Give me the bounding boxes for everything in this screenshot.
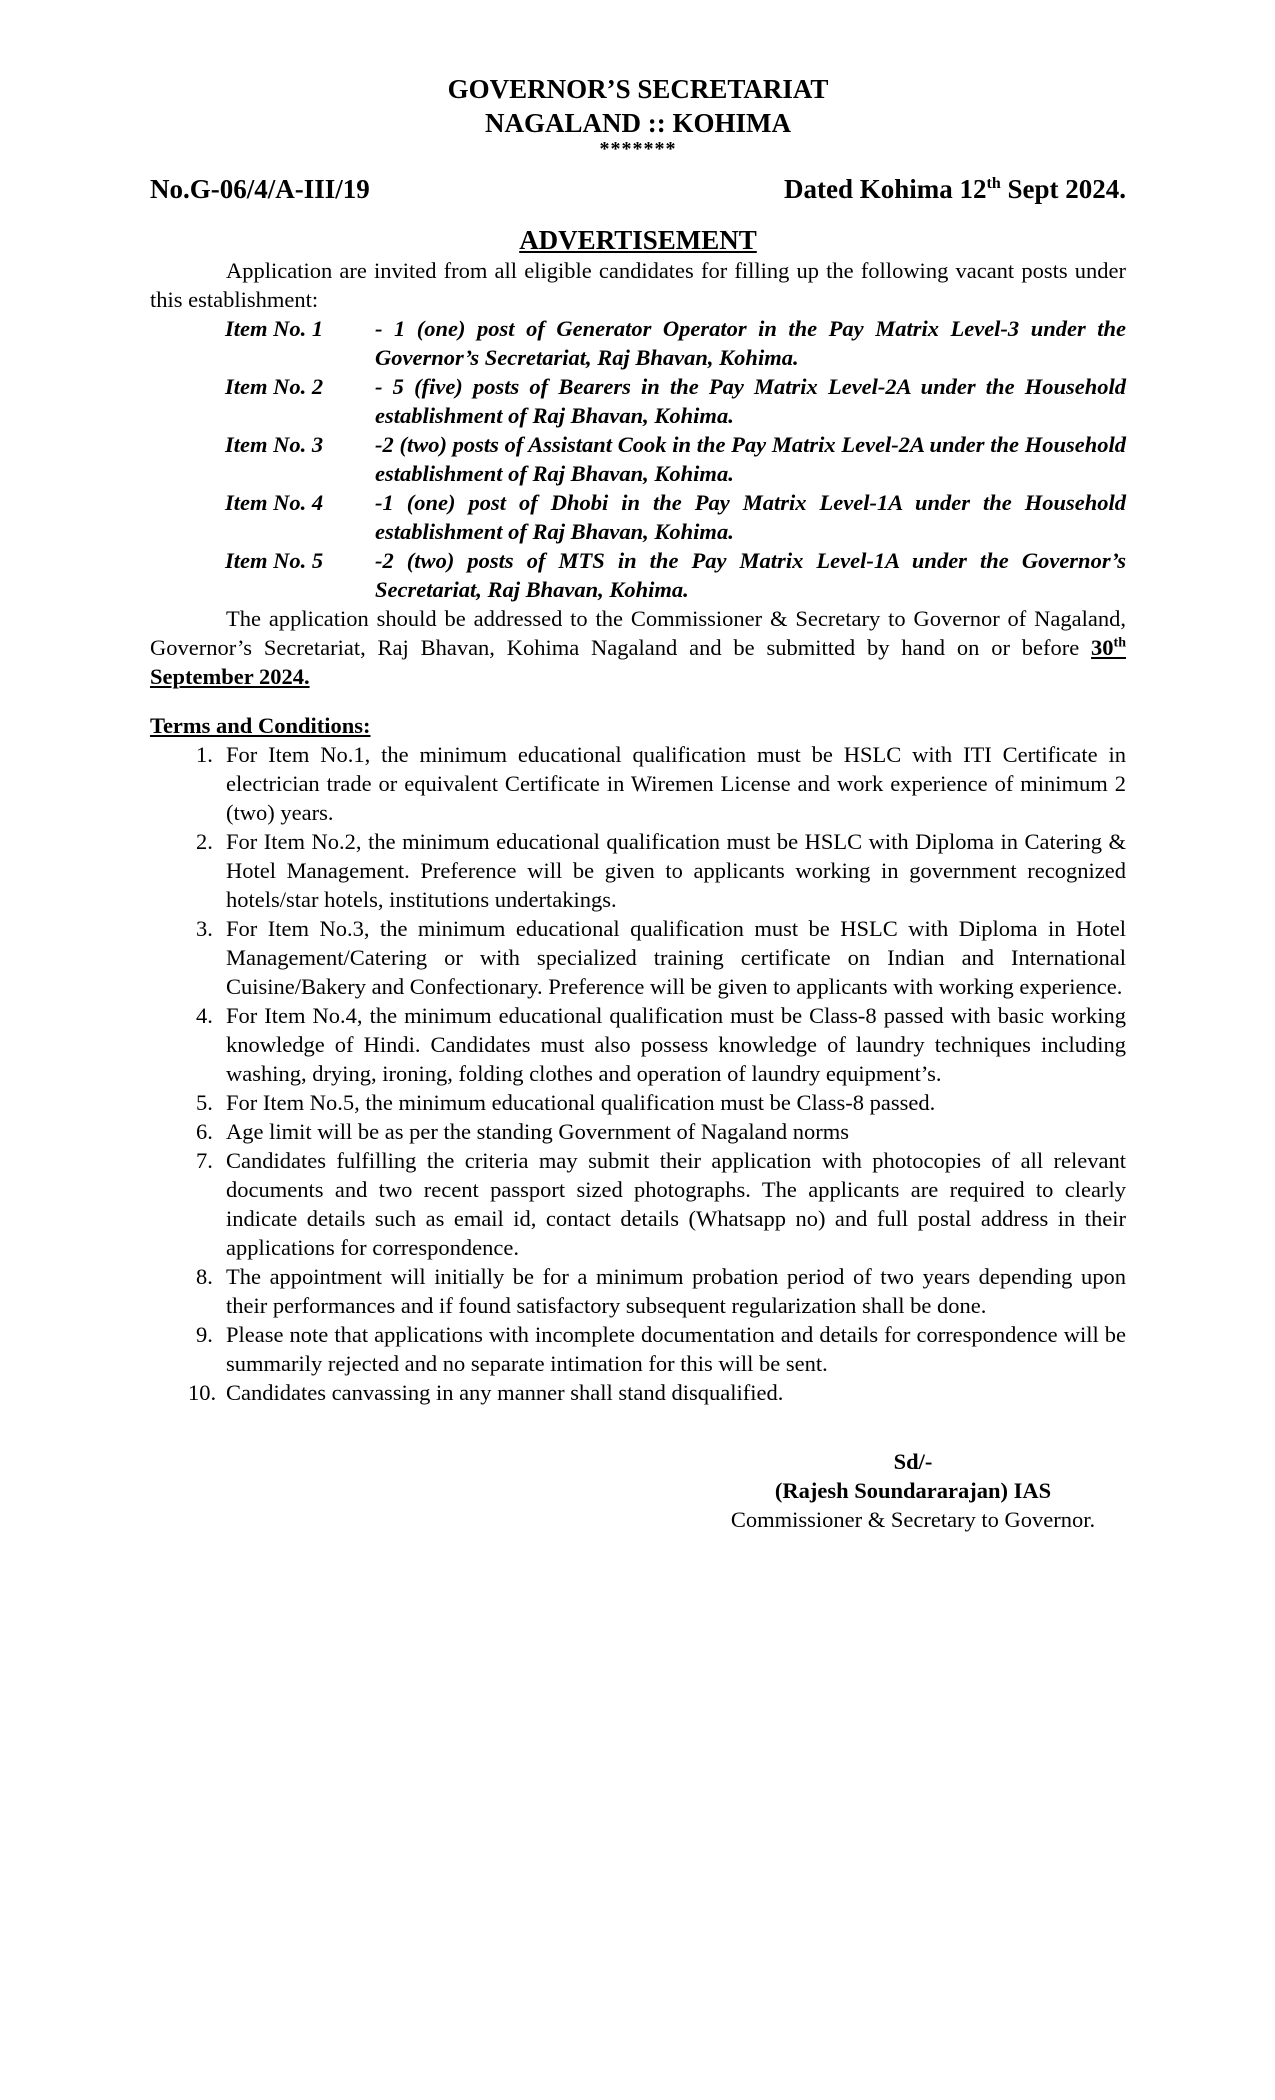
term-text: The appointment will initially be for a minimum probation period of two years depending upon their performances and if found satisfactory subsequent regularization shall be done. [226, 1264, 1126, 1318]
term-text: For Item No.4, the minimum educational qualification must be Class-8 passed with basic working knowledge of Hindi. Candidates must also possess knowledge of laundry techniques including washing, drying, ironing, folding clothes and operation of laundry equipment’s. [226, 1003, 1126, 1086]
reference-date [784, 172, 1126, 206]
item-text: - 1 (one) post of Generator Operator in the Pay Matrix Level-3 under the Governor’s Secretariat, Raj Bhavan, Kohima. [375, 316, 1126, 370]
header-stars: ******* [599, 138, 677, 160]
item-label: Item No. 2 [225, 374, 324, 399]
signature-sd: Sd/- [893, 1449, 933, 1474]
list-item [150, 1001, 1126, 1088]
list-item [150, 1378, 1126, 1407]
terms-heading: Terms and Conditions: [150, 713, 371, 738]
term-text: For Item No.3, the minimum educational qualification must be HSLC with Diploma in Hotel Management/Catering or with specialized training certificate on Indian and International Cuisine/Bakery and Confectionary. Preference will be given to applicants with working experience. [226, 916, 1126, 999]
signatory-name: (Rajesh Soundararajan) IAS [774, 1478, 1052, 1503]
advertisement-title: ADVERTISEMENT [519, 225, 757, 255]
list-item [150, 1117, 1126, 1146]
deadline-rest: September 2024. [150, 664, 310, 689]
list-item [150, 1262, 1126, 1320]
item-label: Item No. 4 [225, 490, 324, 515]
term-number: 9. [196, 1322, 213, 1347]
item-text: -1 (one) post of Dhobi in the Pay Matrix Level-1A under the Household establishment of Raj Bhavan, Kohima. [375, 490, 1126, 544]
list-item [150, 827, 1126, 914]
term-number: 8. [196, 1264, 213, 1289]
term-text: Candidates canvassing in any manner shall stand disqualified. [226, 1380, 784, 1405]
terms-list [150, 740, 1126, 1407]
header-line-1: GOVERNOR’S SECRETARIAT [447, 74, 829, 104]
term-text: Candidates fulfilling the criteria may submit their application with photocopies of all relevant documents and two recent passport sized photographs. The applicants are required to clearly indicate details such as email id, contact details (Whatsapp no) and full postal address in their applications for correspondence. [226, 1148, 1126, 1260]
list-item [150, 914, 1126, 1001]
item-text: -2 (two) posts of Assistant Cook in the Pay Matrix Level-2A under the Household establishment of Raj Bhavan, Kohima. [375, 432, 1126, 486]
term-number: 10. [188, 1380, 217, 1405]
date-prefix: Dated Kohima 12 [784, 174, 987, 204]
document-page [150, 72, 1126, 1534]
term-number: 6. [196, 1119, 213, 1144]
item-row [225, 314, 1126, 372]
signature-block [698, 1447, 1128, 1534]
reference-number: No.G-06/4/A-III/19 [150, 174, 370, 204]
date-suffix: Sept 2024. [1000, 174, 1126, 204]
term-number: 2. [196, 829, 213, 854]
term-number: 7. [196, 1148, 213, 1173]
signatory-designation: Commissioner & Secretary to Governor. [730, 1507, 1096, 1532]
list-item [150, 1088, 1126, 1117]
term-number: 1. [196, 742, 213, 767]
term-text: Age limit will be as per the standing Government of Nagaland norms [226, 1119, 849, 1144]
reference-row [150, 172, 1126, 206]
items-list [225, 314, 1126, 604]
term-number: 5. [196, 1090, 213, 1115]
term-number: 3. [196, 916, 213, 941]
intro-paragraph: Application are invited from all eligible candidates for filling up the following vacant posts under this establishment: [150, 258, 1126, 312]
deadline-day: 30 [1091, 635, 1114, 660]
item-row [225, 372, 1126, 430]
item-label: Item No. 5 [225, 548, 324, 573]
deadline-sup: th [1113, 635, 1126, 651]
term-text: For Item No.2, the minimum educational qualification must be HSLC with Diploma in Catering & Hotel Management. Preference will be given to applicants working in government recognized hotels/star hotels, institutions undertakings. [226, 829, 1126, 912]
item-label: Item No. 1 [225, 316, 324, 341]
item-label: Item No. 3 [225, 432, 324, 457]
item-row [225, 488, 1126, 546]
term-number: 4. [196, 1003, 213, 1028]
term-text: Please note that applications with incomplete documentation and details for correspondence will be summarily rejected and no separate intimation for this will be sent. [226, 1322, 1126, 1376]
date-sup: th [986, 175, 1001, 192]
header-line-2: NAGALAND :: KOHIMA [485, 108, 791, 138]
application-paragraph [150, 604, 1126, 691]
item-row [225, 546, 1126, 604]
application-text: The application should be addressed to the Commissioner & Secretary to Governor of Nagaland, Governor’s Secretariat, Raj Bhavan, Kohima Nagaland and be submitted by hand on or before [150, 606, 1126, 660]
item-text: - 5 (five) posts of Bearers in the Pay Matrix Level-2A under the Household establishment of Raj Bhavan, Kohima. [375, 374, 1126, 428]
item-row [225, 430, 1126, 488]
term-text: For Item No.1, the minimum educational qualification must be HSLC with ITI Certificate in electrician trade or equivalent Certificate in Wiremen License and work experience of minimum 2 (two) years. [226, 742, 1126, 825]
item-text: -2 (two) posts of MTS in the Pay Matrix Level-1A under the Governor’s Secretariat, Raj Bhavan, Kohima. [375, 548, 1126, 602]
list-item [150, 1146, 1126, 1262]
list-item [150, 740, 1126, 827]
list-item [150, 1320, 1126, 1378]
term-text: For Item No.5, the minimum educational qualification must be Class-8 passed. [226, 1090, 936, 1115]
